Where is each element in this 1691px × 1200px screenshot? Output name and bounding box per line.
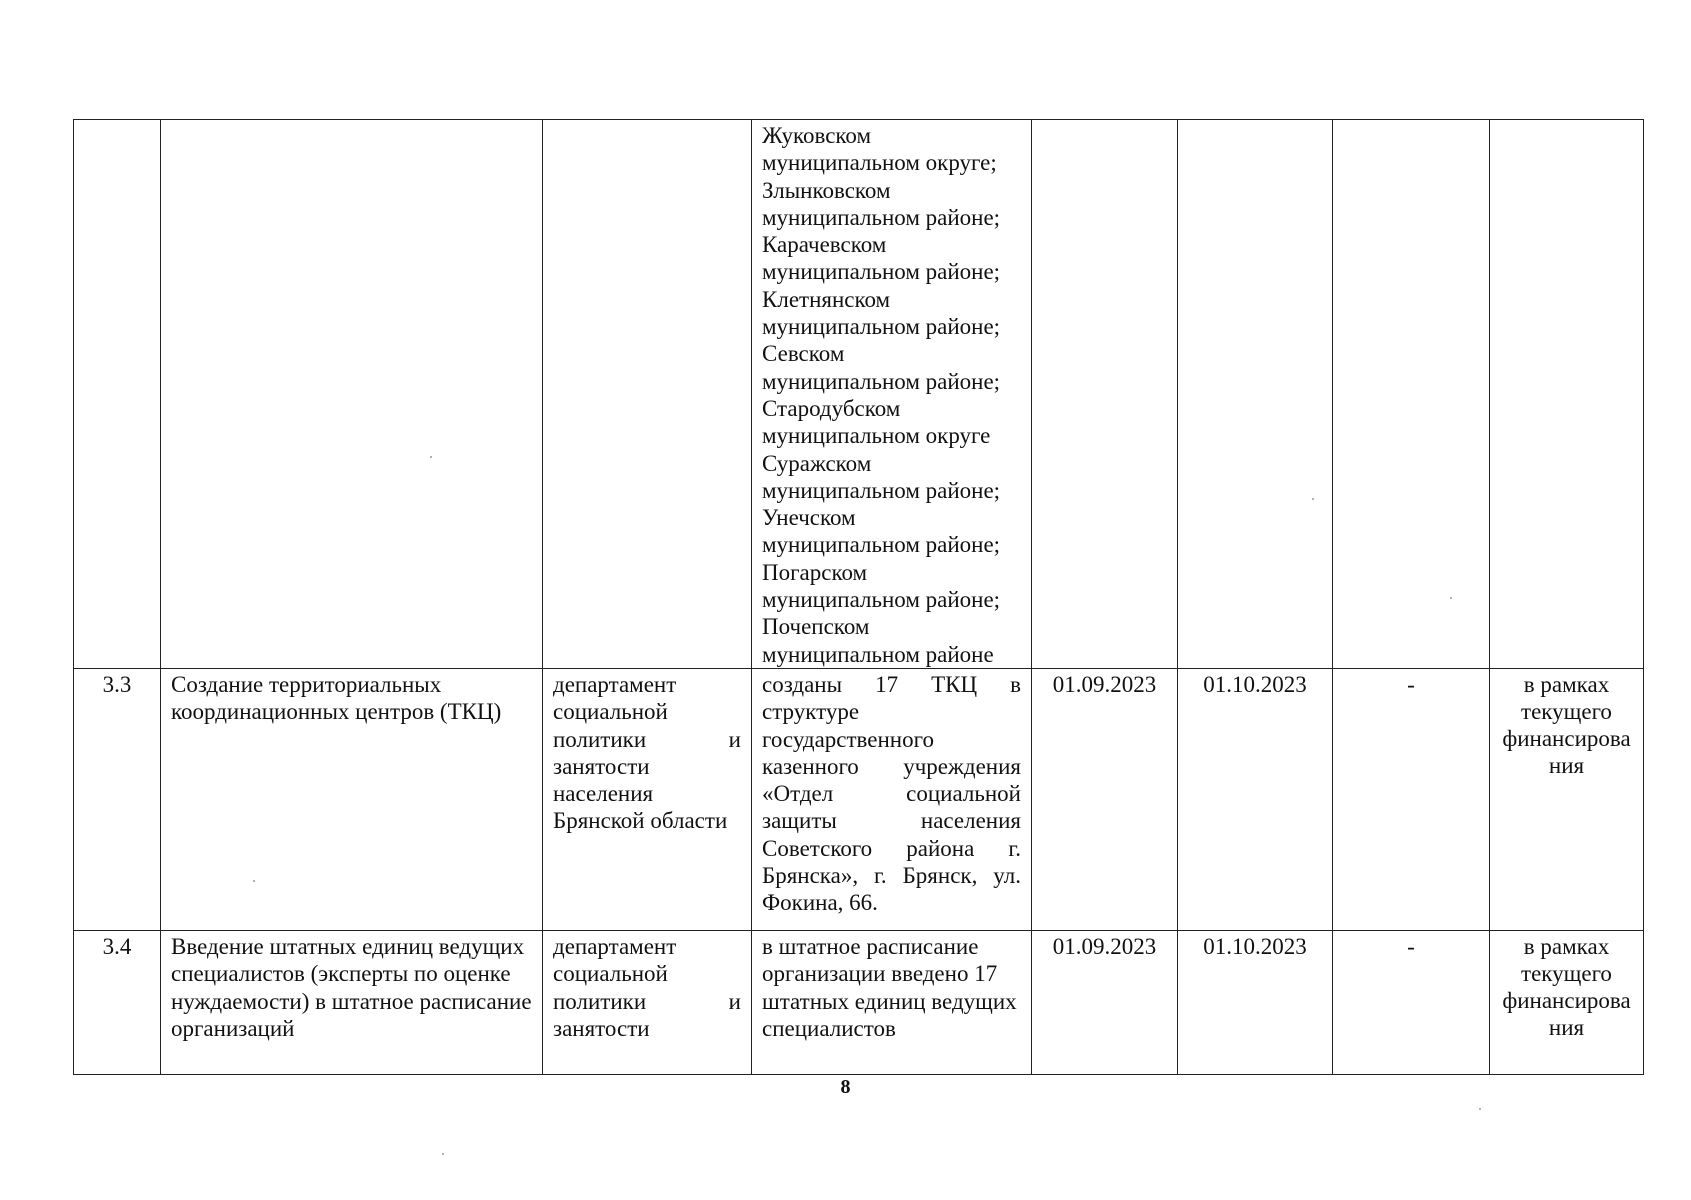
results-line: Злынковском — [762, 177, 891, 203]
results-line: муниципальном районе; — [762, 477, 1001, 503]
activities-table — [73, 119, 1644, 1075]
results-line: муниципальном округе; — [762, 150, 997, 176]
scan-speck — [253, 880, 255, 882]
end-date-cell — [1178, 120, 1333, 669]
results-line: муниципальном районе; — [762, 587, 1001, 613]
end-date: 01.10.2023 — [1178, 930, 1333, 1074]
row-number: 3.4 — [74, 930, 161, 1074]
activity-text: Создание территориальных координационных центров (ТКЦ) — [161, 668, 543, 930]
results-line: Карачевском — [762, 232, 887, 258]
amount-value: - — [1333, 930, 1490, 1074]
results-line: Почепском — [762, 614, 870, 640]
results-line: муниципальном районе; — [762, 204, 1001, 230]
number-cell — [74, 120, 161, 669]
results-line: Стародубском — [762, 395, 901, 421]
results-line: Жуковском — [762, 123, 872, 148]
page-number: 8 — [840, 1076, 851, 1098]
start-date-cell — [1032, 120, 1178, 669]
results-cell — [752, 120, 1032, 669]
amount-value: - — [1333, 668, 1490, 930]
table-row — [74, 668, 1644, 930]
results-line: Клетнянском — [762, 286, 891, 312]
results-line: Севском — [762, 341, 845, 367]
executor-cell — [543, 120, 752, 669]
financing-text: в рамках текущего финансирова ния — [1490, 930, 1644, 1074]
scan-speck — [1312, 498, 1314, 500]
results-line: муниципальном районе; — [762, 259, 1001, 285]
start-date: 01.09.2023 — [1032, 668, 1178, 930]
result-text: созданы 17 ТКЦ в структуре государственного казенного учреждения «Отдел социальной защиты населения Советского района г. Брянска», г. Брянск, ул. Фокина, 66. — [752, 668, 1032, 930]
financing-text: в рамках текущего финансирова ния — [1490, 668, 1644, 930]
scan-speck — [1450, 597, 1452, 599]
table-row — [74, 120, 1644, 669]
results-line: Унечском — [762, 505, 856, 531]
results-line: муниципальном районе; — [762, 368, 1001, 394]
activity-cell — [161, 120, 543, 669]
results-line: муниципальном районе; — [762, 314, 1001, 340]
scan-speck — [1479, 1108, 1481, 1110]
results-line: муниципальном районе — [762, 641, 994, 667]
results-line: муниципальном округе — [762, 423, 991, 449]
scan-speck — [430, 456, 432, 458]
results-line: муниципальном районе; — [762, 532, 1001, 558]
results-line: Суражском — [762, 450, 872, 476]
activity-text: Введение штатных единиц ведущих специалистов (эксперты по оценке нуждаемости) в штатное расписание организаций — [161, 930, 543, 1074]
start-date: 01.09.2023 — [1032, 930, 1178, 1074]
table-row — [74, 930, 1644, 1074]
end-date: 01.10.2023 — [1178, 668, 1333, 930]
scan-speck — [442, 1153, 444, 1155]
financing-cell — [1490, 120, 1644, 669]
amount-cell — [1333, 120, 1490, 669]
row-number: 3.3 — [74, 668, 161, 930]
results-line: Погарском — [762, 559, 868, 585]
result-text: в штатное расписание организации введено 17 штатных единиц ведущих специалистов — [752, 930, 1032, 1074]
executor-text: департамент социальной политики и занятости — [543, 930, 752, 1074]
executor-text: департамент социальной политики и занятости населения Брянской области — [543, 668, 752, 930]
